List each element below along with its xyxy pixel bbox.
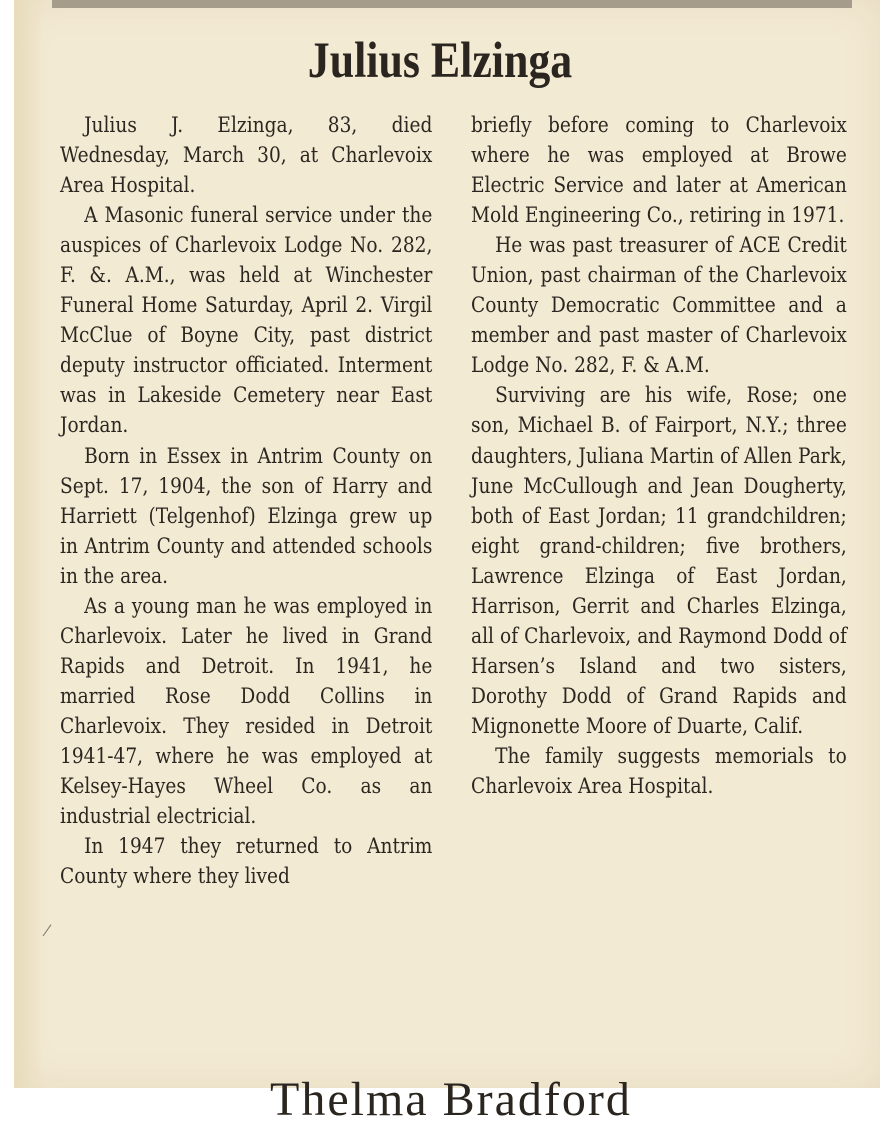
left-column [60,111,432,892]
paragraph-funeral-service: A Masonic funeral service under the auspices of Charlevoix Lodge No. 282, F. &. A.M., was held at Winchester Funeral Home Saturday, April 2. Virgil McClue of Boyne City, past district deputy instructor officiated. Interment was in Lakeside Cemetery near East Jordan. [60,203,433,439]
top-rule [52,0,852,8]
next-headline-text: Thelma Bradford [270,1073,632,1126]
obituary-headline: Julius Elzinga [307,33,573,89]
paragraph-memberships: He was past treasurer of ACE Credit Union, past chairman of the Charlevoix County Democratic Committee and a member and past master of Charlevoix Lodge No. 282, F. & A.M. [471,233,847,379]
right-column [471,111,847,802]
paragraph-continued-employment: briefly before coming to Charlevoix where he was employed at Browe Electric Service and later at American Mold Engineering Co., retiring in 1971. [471,113,847,229]
paragraph-survivors: Surviving are his wife, Rose; one son, Michael B. of Fairport, N.Y.; three daughters, Juliana Martin of Allen Park, June McCullough and Jean Dougherty, both of East Jordan; 11 grandchildren; eight grand-children; five brothers, Lawrence Elzinga of East Jordan, Harrison, Gerrit and Charles Elzinga, all of Charlevoix, and Raymond Dodd of Harsen’s Island and two sisters, Dorothy Dodd of Grand Rapids and Mignonette Moore of Duarte, Calif. [471,383,847,739]
paragraph-death-notice: Julius J. Elzinga, 83, died Wednesday, March 30, at Charlevoix Area Hospital. [60,113,433,199]
paragraph-return-antrim: In 1947 they returned to Antrim County where they lived [60,834,433,890]
paper-edge-shadow [14,0,44,1088]
paragraph-memorials: The family suggests memorials to Charlevoix Area Hospital. [471,743,847,800]
paragraph-birth: Born in Essex in Antrim County on Sept. 17, 1904, the son of Harry and Harriett (Telgenhof) Elzinga grew up in Antrim County and attended schools in the area. [60,443,433,589]
next-article-headline-fragment [270,1066,790,1126]
paragraph-early-life: As a young man he was employed in Charlevoix. Later he lived in Grand Rapids and Detroit. In 1941, he married Rose Dodd Collins in Charlevoix. They resided in Detroit 1941-47, where he was employed at Kelsey-Hayes Wheel Co. as an industrial electricial. [60,593,433,830]
